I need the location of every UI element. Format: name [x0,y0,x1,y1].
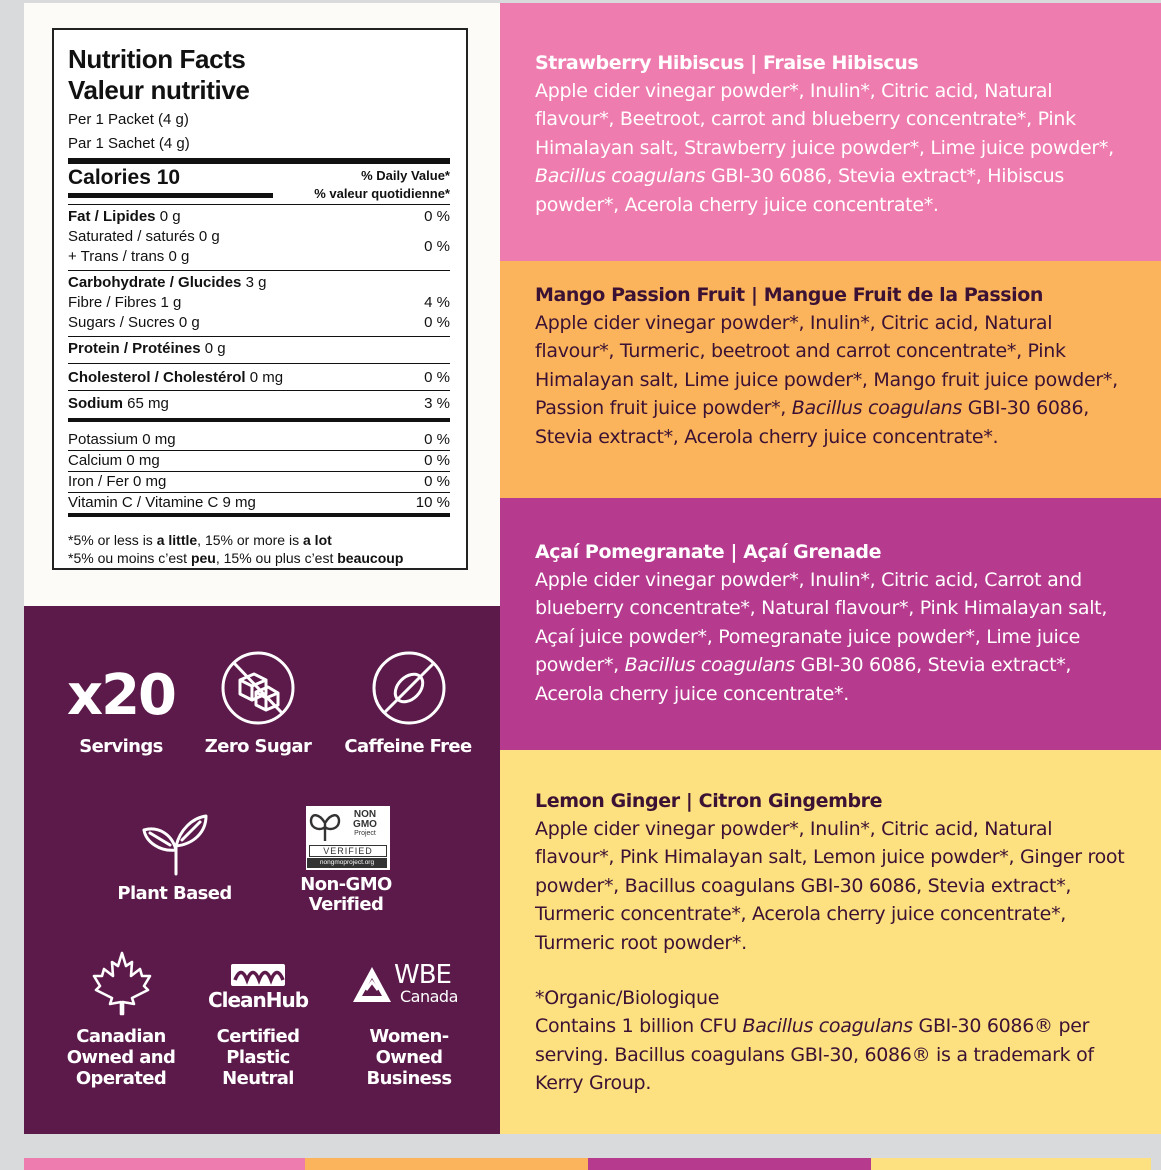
bottom-strip-yellow [871,1158,1151,1170]
potassium-label: Potassium 0 mg [68,431,176,448]
divider [68,270,450,271]
nutrition-title-en: Nutrition Facts [68,44,246,74]
cleanhub-logo: CleanHub [207,988,309,1012]
nutrition-title-fr: Valeur nutritive [68,75,250,105]
flavor-ingredients [535,77,1125,219]
contains-text: GBI-30 6086® per serving. Bacillus coagulans GBI-30, 6086® is a trademark of Kerry Group. [535,1015,1094,1095]
carb-label: Carbohydrate / Glucides [68,274,242,291]
divider [68,363,450,364]
fat-row [68,207,450,227]
contains-note [535,1012,1125,1097]
plant-based-label: Plant Based [117,883,232,904]
flavor-mango-passion-fruit [500,261,1161,498]
footnote-text: , 15% or more is [197,532,303,548]
caffeine-free-label: Caffeine Free [344,736,472,757]
canadian-label-1: Canadian [76,1026,166,1047]
zero-sugar-icon [220,650,296,726]
cholesterol-label: Cholesterol / Cholestérol [68,369,246,386]
fibre-dv: 4 % [424,294,450,311]
cholesterol-dv: 0 % [424,369,450,386]
plastic-label-2: Plastic [226,1047,290,1068]
footnote-bold: a little [156,532,198,548]
footnote-bold: peu [190,550,216,566]
features-panel [24,606,500,1134]
badge-non: NON [353,809,377,820]
sugars-row [68,313,450,333]
non-gmo-badge-icon [306,806,390,870]
calcium-label: Calcium 0 mg [68,452,160,469]
women-label-2: Owned [375,1047,443,1068]
ingredients-text: GBI-30 6086, Stevia extract*, Hibiscus powder*, Acerola cherry juice concentrate*. [535,165,1065,216]
cleanhub-wave-icon [231,964,285,986]
cholesterol-amount: 0 mg [249,369,284,386]
wbe-logo-icon [350,964,394,1006]
footnote-bold: a lot [303,532,332,548]
plastic-label-1: Certified [216,1026,300,1047]
wbe-logo-text: WBE [394,960,451,990]
trans-label: + Trans / trans 0 g [68,248,190,265]
potassium-row [68,430,450,450]
butterfly-icon [309,809,341,843]
sat-trans-dv: 0 % [424,238,450,255]
canadian-label-2: Owned and [66,1047,176,1068]
footnote-text: *5% ou moins c’est [68,550,191,566]
fat-amount: 0 g [159,208,181,225]
badge-verified: VERIFIED [309,845,387,857]
sodium-dv: 3 % [424,395,450,412]
iron-dv: 0 % [424,473,450,490]
flavor-title: Lemon Ginger | Citron Gingembre [535,790,883,812]
vitamin-c-dv: 10 % [415,494,450,511]
serving-size-fr: Par 1 Sachet (4 g) [68,135,190,152]
non-gmo-label-2: Verified [308,894,384,915]
cholesterol-row [68,368,450,388]
servings-count: x20 [66,663,176,728]
sugars-dv: 0 % [424,314,450,331]
servings-label: Servings [79,736,163,757]
ingredients-italic: Bacillus coagulans [535,165,706,188]
badge-gmo: GMO [353,819,377,830]
divider-thick [68,418,450,422]
ingredients-text: GBI-30 6086, Stevia extract*, Acerola cherry juice concentrate*. [535,397,1089,448]
protein-amount: 0 g [204,340,226,357]
footnote-bold: beaucoup [337,550,404,566]
zero-sugar-label: Zero Sugar [204,736,312,757]
divider [68,336,450,337]
protein-label: Protein / Protéines [68,340,201,357]
contains-text: Contains 1 billion CFU [535,1015,743,1038]
saturated-label: Saturated / saturés 0 g [68,228,220,245]
flavor-title: Açaí Pomegranate | Açaí Grenade [535,541,882,563]
flavor-acai-pomegranate [500,498,1161,750]
iron-label: Iron / Fer 0 mg [68,473,167,490]
sugars-label: Sugars / Sucres 0 g [68,314,200,331]
wbe-canada-text: Canada [400,987,458,1006]
ingredients-text: Apple cider vinegar powder*, Inulin*, Citric acid, Natural flavour*, Turmeric, beetroot and carrot concentrate*, Pink Himalayan salt, Lime juice powder*, Mango fruit juice powder*, Passion fruit juice powder*, [535,312,1118,420]
daily-value-fr: % valeur quotidienne* [314,186,450,201]
flavor-title: Strawberry Hibiscus | Fraise Hibiscus [535,52,919,74]
badge-project: Project [354,830,376,837]
divider [68,204,450,205]
vitamin-c-label: Vitamin C / Vitamine C 9 mg [68,494,256,511]
calcium-row [68,451,450,471]
iron-row [68,472,450,492]
ingredients-italic: Bacillus coagulans [791,397,963,420]
calories-row [68,164,450,204]
badge-url: nongmoproject.org [307,858,387,868]
nutrition-panel [24,3,500,606]
divider-thick [68,513,450,517]
protein-row [68,339,450,359]
footnote-text: *5% or less is [68,532,157,548]
sodium-amount: 65 mg [127,395,169,412]
wave-icon [231,964,285,986]
carb-amount: 3 g [245,274,267,291]
flavor-lemon-ginger [500,750,1161,1134]
sodium-row [68,394,450,414]
fibre-row [68,293,450,313]
plastic-label-3: Neutral [222,1068,294,1089]
bottom-strip-magenta [588,1158,871,1170]
fat-label: Fat / Lipides [68,208,156,225]
fibre-label: Fibre / Fibres 1 g [68,294,182,311]
bottom-strip-orange [305,1158,588,1170]
plant-based-icon [140,812,210,876]
flavor-ingredients [535,566,1125,708]
sodium-label: Sodium [68,395,123,412]
footnote-fr [68,549,450,567]
caffeine-free-icon [371,650,447,726]
flavor-title: Mango Passion Fruit | Mangue Fruit de la Passion [535,284,1044,306]
daily-value-en: % Daily Value* [361,168,450,183]
ingredients-text: GBI-30 6086, Stevia extract*, Acerola cherry juice concentrate*. [535,654,1072,705]
fat-dv: 0 % [424,208,450,225]
potassium-dv: 0 % [424,431,450,448]
ingredients-text: Apple cider vinegar powder*, Inulin*, Citric acid, Natural flavour*, Beetroot, carrot and blueberry concentrate*, Pink Himalayan salt, Strawberry juice powder*, Lime juice powder*, [535,80,1114,159]
flavor-ingredients: Apple cider vinegar powder*, Inulin*, Citric acid, Natural flavour*, Pink Himalayan salt, Lemon juice powder*, Ginger root powder*, Bacillus coagulans GBI-30 6086, Stevia extract*, Turmeric concentrate*, Acerola cherry juice concentrate*, Turmeric root powder*. [535,818,1125,954]
bottom-strip-pink [24,1158,305,1170]
flavor-ingredients [535,309,1125,451]
calcium-dv: 0 % [424,452,450,469]
divider [68,390,450,391]
nutrition-facts-table [52,28,468,570]
maple-leaf-icon [90,950,154,1016]
organic-note: *Organic/Biologique [535,987,720,1010]
women-label-1: Women- [369,1026,449,1047]
calories-bar [68,193,273,198]
non-gmo-label-1: Non-GMO [300,874,392,895]
contains-italic: Bacillus coagulans [742,1015,913,1038]
sat-trans-row [68,227,450,267]
vitamin-c-row [68,493,450,513]
calories-label: Calories 10 [68,166,181,189]
ingredients-italic: Bacillus coagulans [624,654,795,677]
ingredients-text: Apple cider vinegar powder*, Inulin*, Citric acid, Carrot and blueberry concentrate*, Natural flavour*, Pink Himalayan salt, Açaí juice powder*, Pomegranate juice powder*, Lime juice powder*, [535,569,1108,677]
canadian-label-3: Operated [75,1068,167,1089]
flavor-strawberry-hibiscus [500,3,1161,261]
footnote-text: , 15% ou plus c’est [215,550,338,566]
women-label-3: Business [366,1068,452,1089]
carb-row [68,273,450,293]
footnote-en [68,531,450,549]
serving-size-en: Per 1 Packet (4 g) [68,111,189,128]
